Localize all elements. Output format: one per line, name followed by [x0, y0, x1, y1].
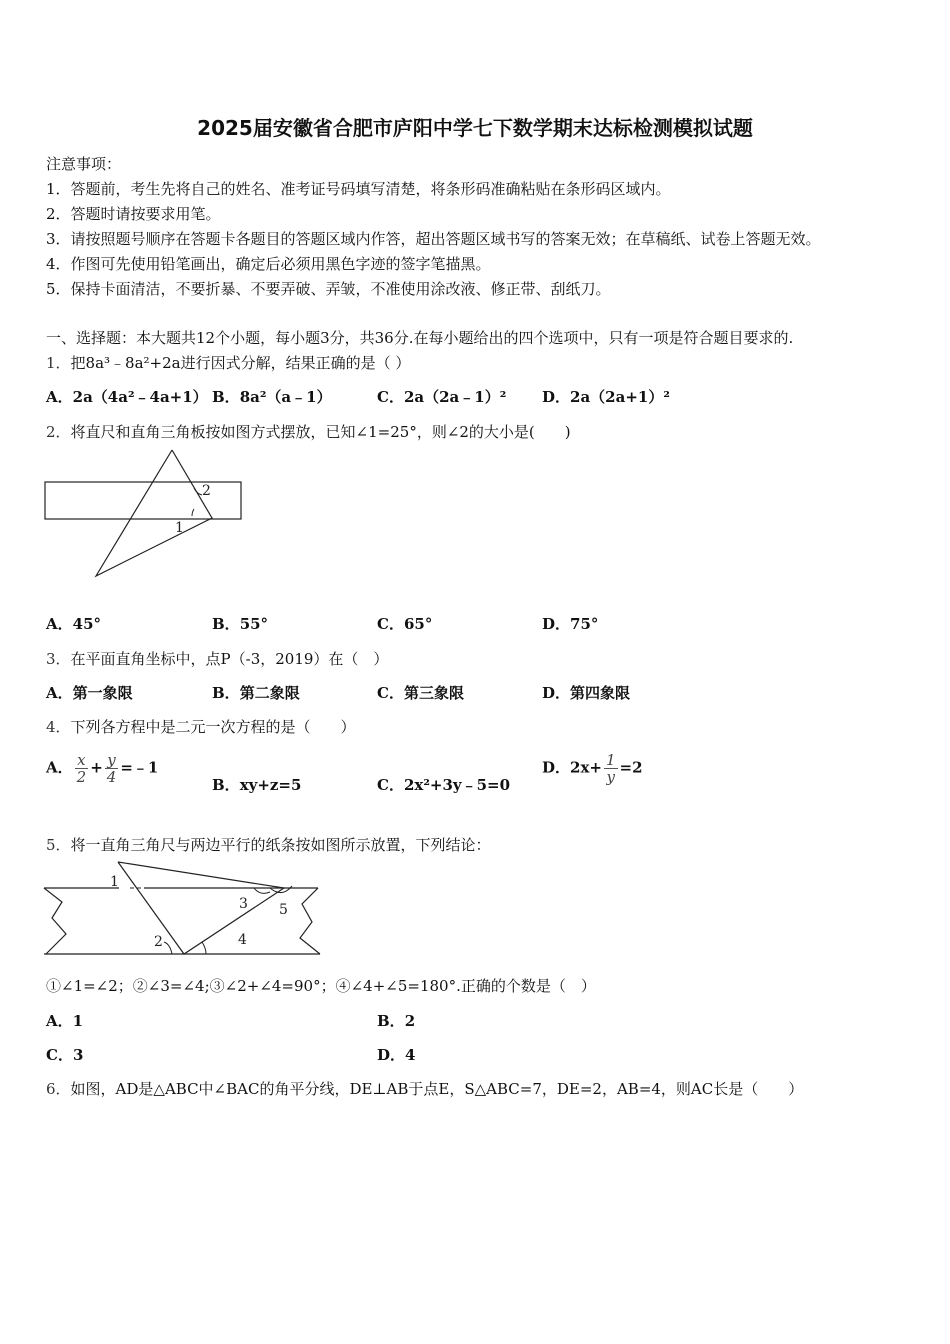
question-number: 2． — [46, 423, 71, 441]
question-stem: 将直尺和直角三角板按如图方式摆放，已知∠1=25°，则∠2的大小是( ) — [70, 423, 571, 441]
angle-label-1: 1 — [110, 874, 119, 890]
question-stem: 如图，AD是△ABC中∠BAC的角平分线，DE⊥AB于点E，S△ABC=7，DE=2，AB=4，则AC长是（ ） — [70, 1080, 804, 1098]
question-number: 4． — [46, 718, 71, 736]
notice-item: 2．答题时请按要求用笔。 — [46, 205, 221, 223]
option-b[interactable]: B．xy+z=5 — [212, 776, 302, 794]
angle-label-2: 2 — [202, 483, 211, 499]
section-heading: 一、选择题：本大题共12个小题，每小题3分，共36分.在每小题给出的四个选项中，只有一项是符合题目要求的. — [46, 329, 794, 347]
triangle-shape — [118, 862, 284, 954]
question-number: 6． — [46, 1080, 71, 1098]
option-c[interactable]: C．3 — [46, 1046, 84, 1064]
triangle-shape — [96, 450, 212, 576]
notice-item: 1．答题前，考生先将自己的姓名、准考证号码填写清楚，将条形码准确粘贴在条形码区域内。 — [46, 180, 671, 198]
question-stem: 下列各方程中是二元一次方程的是（ ） — [70, 718, 356, 736]
question-number: 1． — [46, 354, 71, 372]
option-a[interactable]: A．1 — [46, 1012, 84, 1030]
angle-label-5: 5 — [279, 902, 288, 918]
option-a[interactable]: A．第一象限 — [46, 684, 133, 702]
option-d[interactable]: D．第四象限 — [542, 684, 631, 702]
option-a[interactable]: A．2a（4a²﹣4a+1） — [46, 388, 208, 406]
option-b[interactable]: B．第二象限 — [212, 684, 300, 702]
angle-label-2: 2 — [154, 934, 163, 950]
option-b[interactable]: B．8a²（a﹣1） — [212, 388, 332, 406]
ruler-triangle-figure — [44, 448, 244, 580]
notice-heading: 注意事项： — [46, 155, 122, 173]
paper-strip-triangle-figure — [44, 860, 324, 958]
notice-item: 4．作图可先使用铅笔画出，确定后必须用黑色字迹的签字笔描黑。 — [46, 255, 491, 273]
question-4 — [46, 716, 356, 737]
angle-label-1: 1 — [175, 520, 184, 536]
notice-item: 3．请按照题号顺序在答题卡各题目的答题区域内作答，超出答题区域书写的答案无效；在草稿纸、试卷上答题无效。 — [46, 230, 821, 248]
angle-label-4: 4 — [238, 932, 247, 948]
question-stem: 把8a³﹣8a²+2a进行因式分解，结果正确的是（ ） — [70, 354, 411, 372]
question-stem: 将一直角三角尺与两边平行的纸条按如图所示放置，下列结论： — [70, 836, 491, 854]
page-title: 2025届安徽省合肥市庐阳中学七下数学期末达标检测模拟试题 — [197, 116, 753, 140]
option-b[interactable]: B．2 — [377, 1012, 416, 1030]
ruler-shape — [45, 482, 241, 519]
option-b[interactable]: B．55° — [212, 615, 269, 633]
conclusions: ①∠1=∠2；②∠3=∠4;③∠2+∠4=90°；④∠4+∠5=180°.正确的个数是（ ） — [46, 977, 596, 995]
question-5 — [46, 834, 491, 855]
angle-label-3: 3 — [239, 896, 248, 912]
option-c[interactable]: C．2x²+3y﹣5=0 — [377, 776, 511, 794]
option-c[interactable]: C．65° — [377, 615, 433, 633]
option-d[interactable]: D．2x+ $\frac{1}{y}$ =2 — [542, 751, 643, 786]
option-d[interactable]: D．2a（2a+1）² — [542, 388, 670, 406]
option-d[interactable]: D．4 — [377, 1046, 416, 1064]
question-stem: 在平面直角坐标中，点P（-3，2019）在（ ） — [70, 650, 389, 668]
question-3 — [46, 648, 388, 669]
question-6 — [46, 1078, 803, 1099]
option-a[interactable]: A． $\frac{x}{2}$ + $\frac{y}{4}$ =﹣1 — [46, 751, 159, 786]
option-a[interactable]: A．45° — [46, 615, 102, 633]
question-number: 3． — [46, 650, 71, 668]
option-d[interactable]: D．75° — [542, 615, 599, 633]
notice-item: 5．保持卡面清洁，不要折暴、不要弄破、弄皱，不准使用涂改液、修正带、刮纸刀。 — [46, 280, 611, 298]
question-1 — [46, 352, 410, 373]
option-c[interactable]: C．2a（2a﹣1）² — [377, 388, 507, 406]
question-2 — [46, 421, 571, 442]
option-c[interactable]: C．第三象限 — [377, 684, 464, 702]
question-number: 5． — [46, 836, 71, 854]
